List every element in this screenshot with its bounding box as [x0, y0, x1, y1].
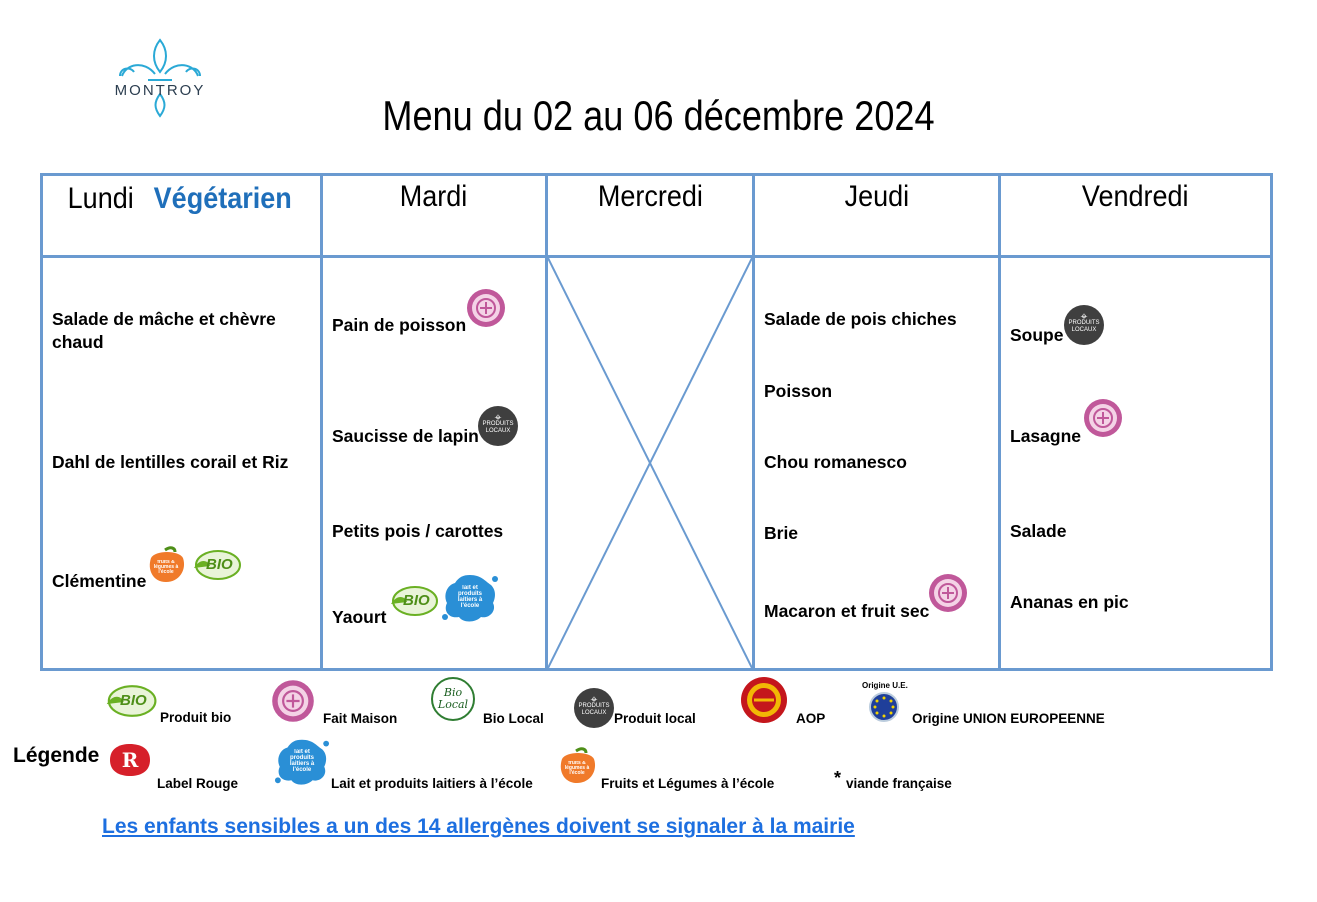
menu-item: Pain de poisson [332, 315, 467, 335]
fruits-legumes-icon [145, 544, 187, 584]
bio-text: BIO [206, 556, 233, 573]
menu-item: Salade de mâche et chèvre [52, 309, 276, 329]
produits-locaux-text: PRODUITS LOCAUX [578, 703, 610, 716]
lait-text: lait et produits laitiers à l'école [457, 585, 483, 609]
menu-item: Yaourt [332, 607, 387, 627]
menu-item: Salade de pois chiches [764, 309, 957, 329]
produits-locaux-text: PRODUITS LOCAUX [1068, 320, 1100, 333]
produits-locaux-icon: ⌖ PRODUITS LOCAUX [478, 406, 518, 446]
menu-item: Lasagne [1010, 426, 1081, 446]
origine-ue-badge-text: Origine U.E. [862, 681, 908, 690]
bio-text: BIO [120, 692, 147, 709]
legend-bio-local: Bio Local [483, 711, 544, 726]
menu-item: Poisson [764, 381, 833, 401]
fait-maison-icon [1082, 397, 1124, 439]
lait-icon [274, 735, 330, 787]
menu-item: Salade [1010, 521, 1067, 541]
produits-locaux-text: PRODUITS LOCAUX [482, 421, 514, 434]
closed-cross [548, 258, 752, 668]
day-header-jeudi [752, 173, 1001, 258]
bio-icon [102, 683, 158, 719]
menu-item: Dahl de lentilles corail et Riz [52, 452, 289, 472]
bio-text: BIO [403, 592, 430, 609]
legend-produit-local: Produit local [614, 711, 696, 726]
fruits-legumes-icon [556, 745, 598, 785]
lait-text: lait et produits laitiers à l'école [289, 749, 315, 773]
legend-label-rouge: Label Rouge [157, 776, 239, 791]
day-name: Vendredi [1082, 180, 1189, 213]
origine-ue-icon [860, 681, 908, 725]
day-name: Mardi [400, 180, 468, 213]
menu-item: Macaron et fruit sec [764, 601, 930, 621]
menu-item: Soupe [1010, 325, 1064, 345]
label-rouge-icon [106, 742, 154, 778]
legend-viande: viande française [846, 776, 952, 791]
menu-item: Petits pois / carottes [332, 521, 504, 541]
menu-item: Brie [764, 523, 799, 543]
day-name: Mercredi [597, 180, 703, 213]
bio-local-icon [431, 677, 475, 721]
fruits-text: fruits & légumes à l'école [153, 560, 179, 575]
menu-item: Clémentine [52, 571, 147, 591]
legend-lait: Lait et produits laitiers à l’école [331, 776, 533, 791]
fait-maison-icon [465, 287, 507, 329]
menu-item: Ananas en pic [1010, 592, 1129, 612]
page-title: Menu du 02 au 06 décembre 2024 [382, 92, 935, 139]
day-name: Jeudi [844, 180, 909, 213]
legend-viande-star: * [834, 768, 842, 788]
produits-locaux-icon: ⌖ PRODUITS LOCAUX [1064, 305, 1104, 345]
menu-cell-mercredi [545, 255, 755, 671]
vegetarien-label: Végétarien [153, 182, 292, 215]
fait-maison-icon [927, 572, 969, 614]
bio-local-text: Bio Local [437, 686, 469, 711]
menu-item: chaud [52, 332, 104, 352]
lait-icon [441, 571, 499, 623]
legend-fruits: Fruits et Légumes à l’école [601, 776, 775, 791]
day-name: Lundi [67, 182, 134, 215]
aop-icon [738, 676, 790, 724]
day-header-mardi [320, 173, 548, 258]
legend-fait-maison: Fait Maison [323, 711, 398, 726]
legend-bio: Produit bio [160, 710, 232, 725]
fruits-text: fruits & légumes à l'école [564, 761, 590, 776]
day-header-vendredi [998, 173, 1273, 258]
bio-icon [386, 584, 440, 618]
produits-locaux-icon: ⌖ PRODUITS LOCAUX [574, 688, 614, 728]
menu-item: Saucisse de lapin [332, 426, 479, 446]
legend-title: Légende [13, 744, 100, 767]
allergen-notice-link[interactable]: Les enfants sensibles a un des 14 allergènes doivent se signaler à la mairie [102, 815, 855, 838]
day-header-mercredi [545, 173, 755, 258]
bio-icon [190, 548, 242, 582]
fait-maison-icon [267, 678, 319, 724]
brand-name: MONTROY [114, 82, 206, 99]
menu-item: Chou romanesco [764, 452, 907, 472]
legend-origine-ue: Origine UNION EUROPEENNE [912, 711, 1105, 726]
svg-text:R: R [121, 748, 139, 772]
legend-aop: AOP [796, 711, 826, 726]
day-header-lundi [40, 173, 323, 258]
